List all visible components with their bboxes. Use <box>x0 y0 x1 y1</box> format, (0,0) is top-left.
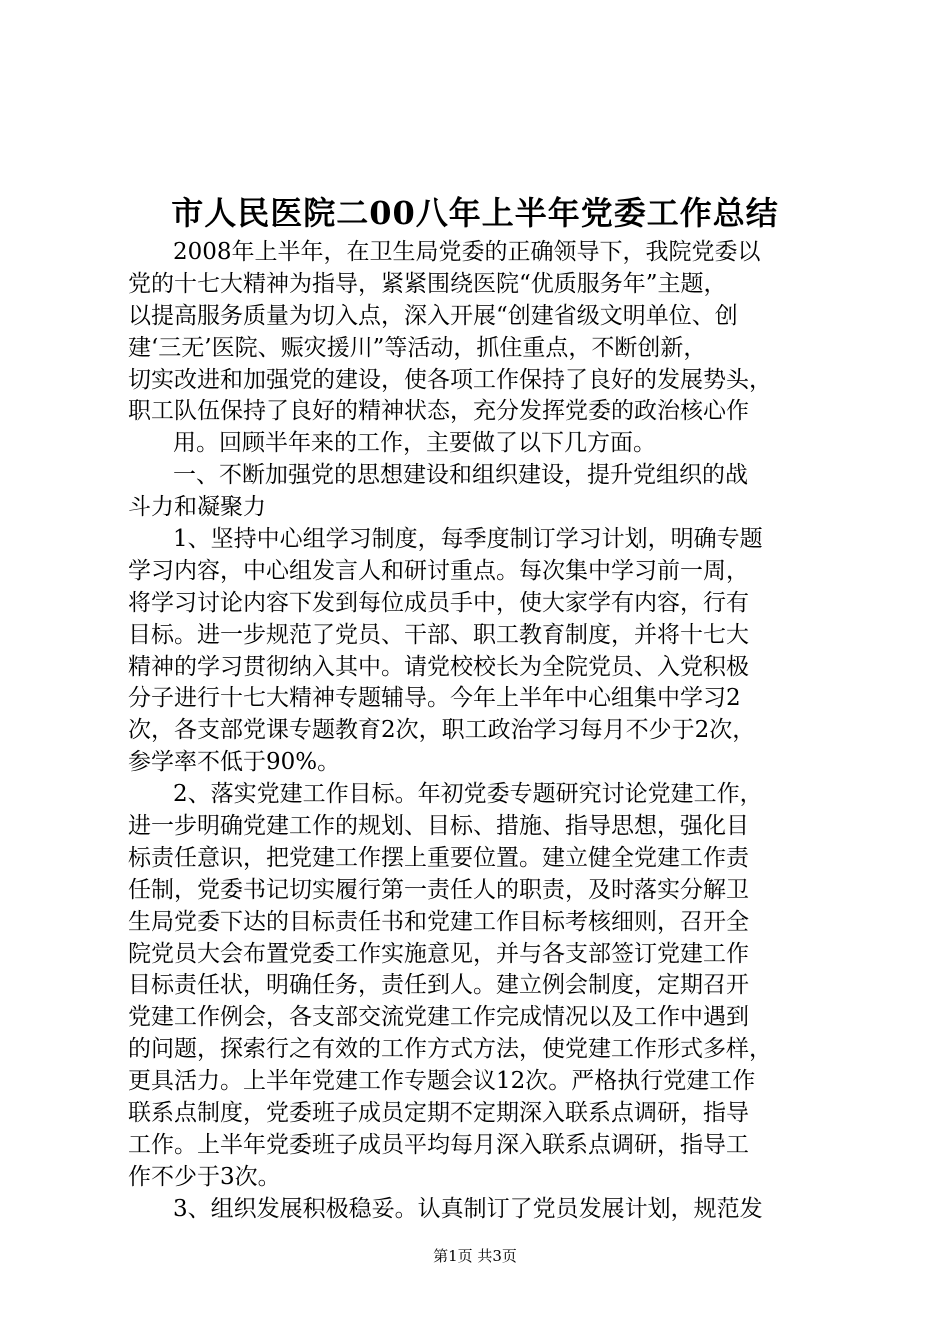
document-title: 市人民医院二00八年上半年党委工作总结 <box>171 194 779 232</box>
paragraph-line: 任制，党委书记切实履行第一责任人的职责，及时落实分解卫 <box>128 876 749 903</box>
paragraph-line: 更具活力。上半年党建工作专题会议12次。严格执行党建工作 <box>128 1068 756 1095</box>
paragraph-line: 2、落实党建工作目标。年初党委专题研究讨论党建工作， <box>173 781 763 808</box>
paragraph-line: 用。回顾半年来的工作，主要做了以下几方面。 <box>173 430 656 457</box>
paragraph-line: 标责任意识，把党建工作摆上重要位置。建立健全党建工作责 <box>128 844 749 871</box>
paragraph-line: 参学率不低于90%。 <box>128 749 341 776</box>
paragraph-line: 党建工作例会，各支部交流党建工作完成情况以及工作中遇到 <box>128 1004 749 1031</box>
paragraph-line: 目标。进一步规范了党员、干部、职工教育制度，并将十七大 <box>128 621 749 648</box>
paragraph-line: 联系点制度，党委班子成员定期不定期深入联系点调研，指导 <box>128 1100 749 1127</box>
paragraph-line: 院党员大会布置党委工作实施意见，并与各支部签订党建工作 <box>128 940 749 967</box>
paragraph-line: 切实改进和加强党的建设，使各项工作保持了良好的发展势头， <box>128 366 772 393</box>
paragraph-line: 精神的学习贯彻纳入其中。请党校校长为全院党员、入党积极 <box>128 653 749 680</box>
paragraph-line: 进一步明确党建工作的规划、目标、措施、指导思想，强化目 <box>128 813 749 840</box>
paragraph-line: 建‘三无’医院、赈灾援川”等活动，抓住重点，不断创新， <box>128 334 707 361</box>
paragraph-line: 目标责任状，明确任务，责任到人。建立例会制度，定期召开 <box>128 972 749 999</box>
document-body <box>128 237 834 1226</box>
paragraph-line: 党的十七大精神为指导，紧紧围绕医院“优质服务年”主题， <box>128 270 727 297</box>
paragraph-line: 3、组织发展积极稳妥。认真制订了党员发展计划，规范发 <box>173 1195 763 1222</box>
paragraph-line: 以提高服务质量为切入点，深入开展“创建省级文明单位、创 <box>128 302 738 329</box>
paragraph-line: 2008年上半年，在卫生局党委的正确领导下，我院党委以 <box>173 239 761 265</box>
paragraph-line: 作不少于3次。 <box>128 1163 281 1190</box>
paragraph-line: 将学习讨论内容下发到每位成员手中，使大家学有内容，行有 <box>128 589 749 616</box>
paragraph-line: 1、坚持中心组学习制度，每季度制订学习计划，明确专题 <box>173 526 763 553</box>
section-heading-line: 一、不断加强党的思想建设和组织建设，提升党组织的战 <box>173 462 748 489</box>
paragraph-line: 分子进行十七大精神专题辅导。今年上半年中心组集中学习2 <box>128 685 741 712</box>
paragraph-line: 学习内容，中心组发言人和研讨重点。每次集中学习前一周， <box>128 557 749 584</box>
page-footer: 第1页 共3页 <box>433 1247 517 1265</box>
paragraph-line: 次，各支部党课专题教育2次，职工政治学习每月不少于2次， <box>128 717 756 744</box>
paragraph-line: 工作。上半年党委班子成员平均每月深入联系点调研，指导工 <box>128 1131 749 1158</box>
paragraph-line: 的问题，探索行之有效的工作方式方法，使党建工作形式多样， <box>128 1036 772 1063</box>
paragraph-line: 职工队伍保持了良好的精神状态，充分发挥党委的政治核心作 <box>128 398 749 425</box>
section-heading-line: 斗力和凝聚力 <box>128 494 266 521</box>
paragraph-line: 生局党委下达的目标责任书和党建工作目标考核细则，召开全 <box>128 908 749 935</box>
